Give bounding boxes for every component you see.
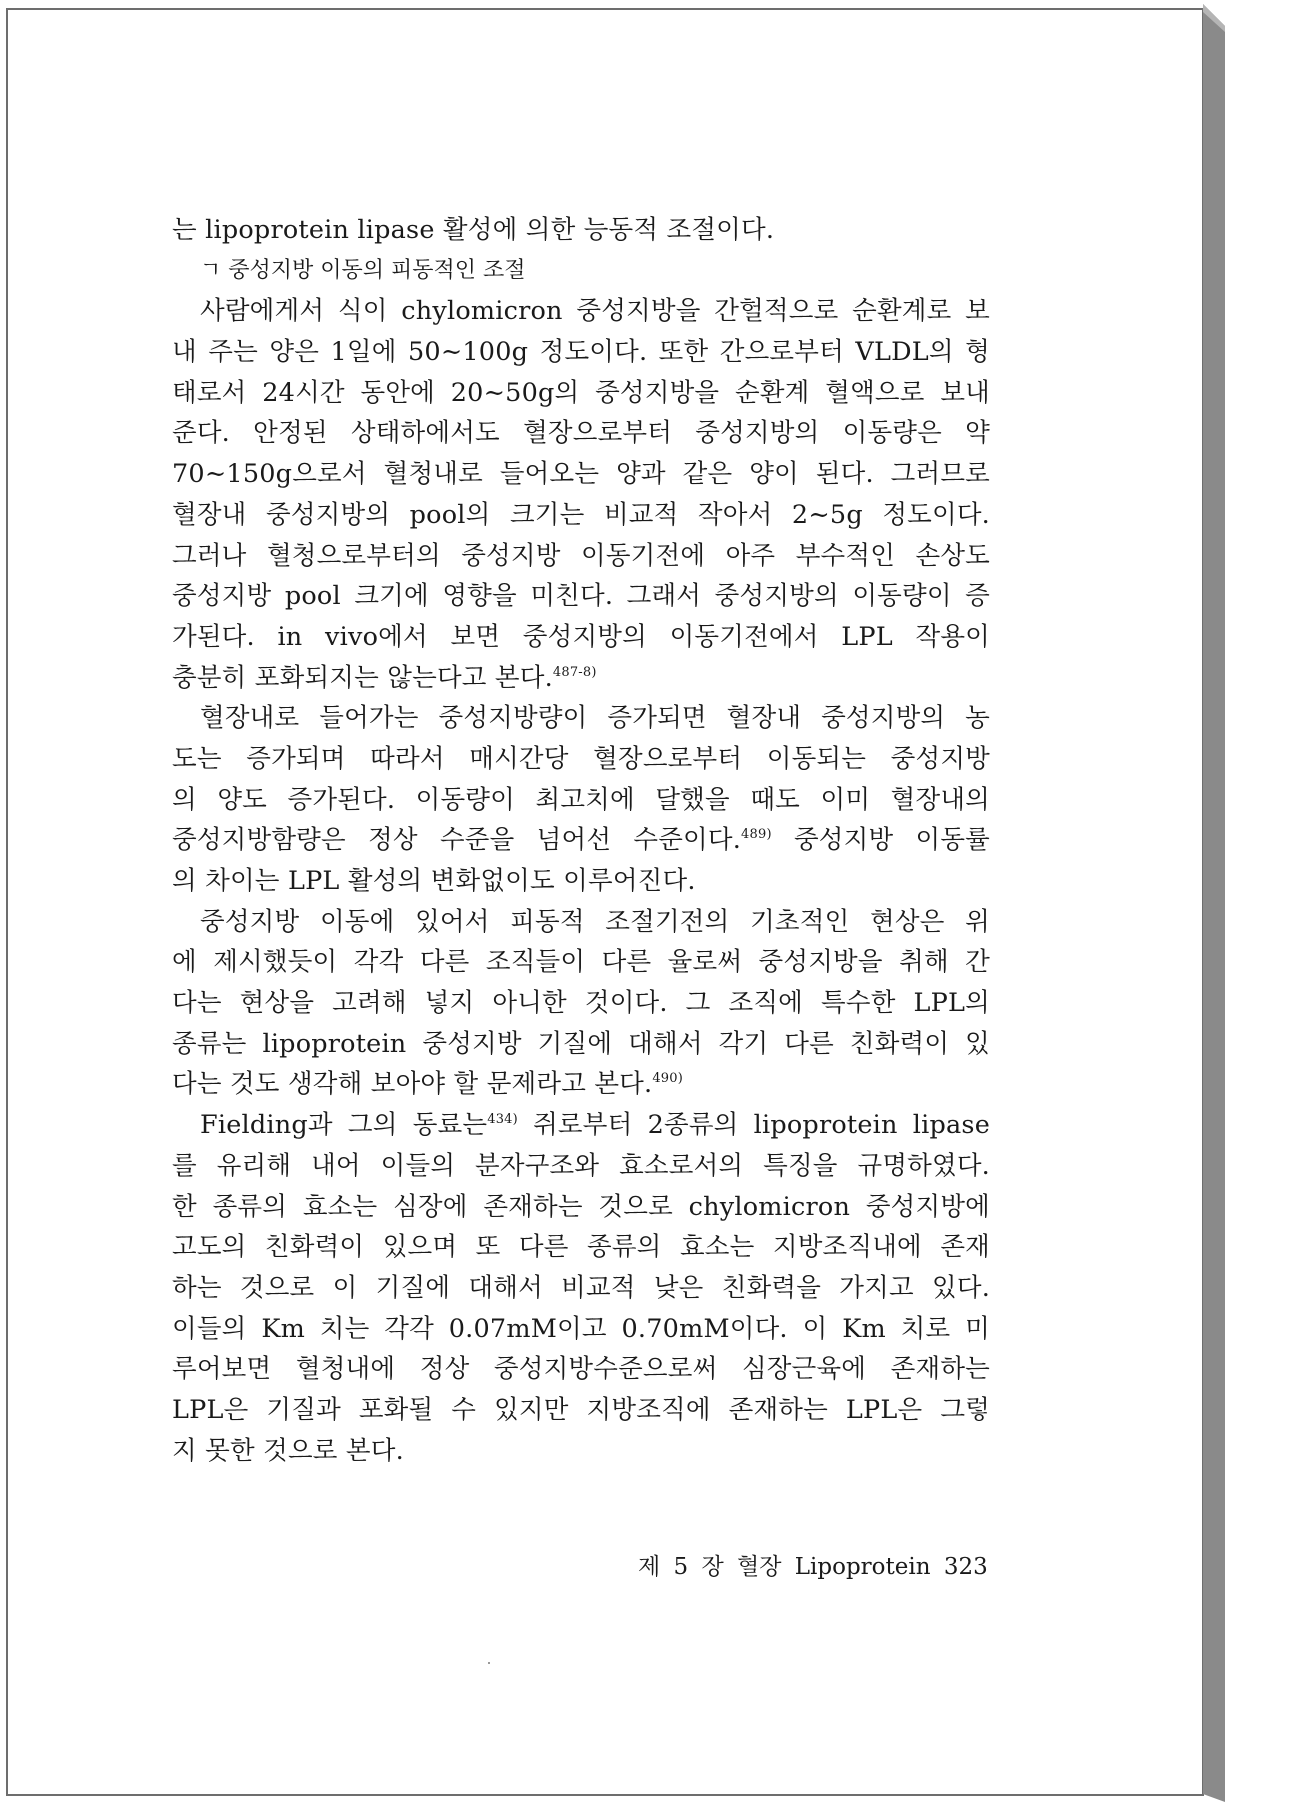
text-span: Fielding과 그의 동료는: [200, 1110, 488, 1141]
text-line: 한 종류의 효소는 심장에 존재하는 것으로 chylomicron 중성지방에: [172, 1191, 990, 1222]
text-span: 충분히 포화되지는 않는다고 본다.: [172, 662, 553, 693]
text-span: 다는 것도 생각해 보아야 할 문제라고 본다.: [172, 1069, 653, 1100]
text-line: 는 lipoprotein lipase 활성에 의한 능동적 조절이다.: [172, 215, 775, 245]
text-line: 를 유리해 내어 이들의 분자구조와 효소로서의 특징을 규명하였다.: [172, 1150, 990, 1181]
text-line: 종류는 lipoprotein 중성지방 기질에 대해서 각기 다른 친화력이 있: [172, 1028, 990, 1059]
text-line: 사람에게서 식이 chylomicron 중성지방을 간헐적으로 순환계로 보: [200, 296, 990, 327]
text-line: 이들의 Km 치는 각각 0.07mM이고 0.70mM이다. 이 Km 치로 미: [172, 1313, 990, 1344]
page-edge-shadow: [1203, 4, 1225, 1802]
text-line: 의 차이는 LPL 활성의 변화없이도 이루어진다.: [172, 866, 696, 896]
scan-speck: [488, 1662, 490, 1664]
text-line: [172, 1064, 990, 1105]
text-line: 루어보면 혈청내에 정상 중성지방수준으로써 심장근육에 존재하는: [172, 1354, 990, 1385]
paragraph-2: [172, 698, 990, 901]
citation-ref: 490): [652, 1071, 683, 1087]
text-span: 쥐로부터 2종류의 lipoprotein lipase: [517, 1110, 990, 1141]
text-span: 중성지방 이동률: [771, 825, 990, 856]
text-line: 중성지방 이동에 있어서 피동적 조절기전의 기초적인 현상은 위: [200, 906, 990, 937]
paragraph-3: [172, 902, 990, 1105]
citation-ref: 489): [741, 827, 772, 843]
paragraph-1: [172, 291, 990, 698]
citation-ref: 487-8): [552, 664, 597, 680]
text-line: 의 양도 증가된다. 이동량이 최고치에 달했을 때도 이미 혈장내의: [172, 784, 990, 815]
text-line: 도는 증가되며 따라서 매시간당 혈장으로부터 이동되는 중성지방: [172, 743, 990, 774]
text-line: 지 못한 것으로 본다.: [172, 1435, 404, 1466]
text-line: [172, 820, 990, 861]
text-line: 준다. 안정된 상태하에서도 혈장으로부터 중성지방의 이동량은 약: [172, 418, 990, 449]
text-line: 혈장내 중성지방의 pool의 크기는 비교적 작아서 2∼5g 정도이다.: [172, 499, 990, 530]
text-line: 70∼150g으로서 혈청내로 들어오는 양과 같은 양이 된다. 그러므로: [172, 459, 990, 490]
text-line: 다는 현상을 고려해 넣지 아니한 것이다. 그 조직에 특수한 LPL의: [172, 988, 990, 1019]
text-line: 태로서 24시간 동안에 20∼50g의 중성지방을 순환계 혈액으로 보내: [172, 377, 990, 408]
text-line: LPL은 기질과 포화될 수 있지만 지방조직에 존재하는 LPL은 그렇: [172, 1394, 990, 1425]
text-line: 내 주는 양은 1일에 50∼100g 정도이다. 또한 간으로부터 VLDL의 형: [172, 337, 990, 368]
text-line: 중성지방 pool 크기에 영향을 미친다. 그래서 중성지방의 이동량이 증: [172, 581, 990, 612]
text-line: 그러나 혈청으로부터의 중성지방 이동기전에 아주 부수적인 손상도: [172, 540, 990, 571]
text-line: 에 제시했듯이 각각 다른 조직들이 다른 율로써 중성지방을 취해 간: [172, 947, 990, 978]
text-line: 하는 것으로 이 기질에 대해서 비교적 낮은 친화력을 가지고 있다.: [172, 1272, 990, 1303]
paragraph-4: [172, 1105, 990, 1471]
page-body: [172, 210, 990, 1471]
text-line: 가된다. in vivo에서 보면 중성지방의 이동기전에서 LPL 작용이: [172, 621, 990, 652]
text-line: 혈장내로 들어가는 중성지방량이 증가되면 혈장내 중성지방의 농: [200, 703, 990, 734]
text-line: 고도의 친화력이 있으며 또 다른 종류의 효소는 지방조직내에 존재: [172, 1232, 990, 1263]
section-heading: ㄱ 중성지방 이동의 피동적인 조절: [200, 257, 526, 283]
citation-ref: 434): [487, 1112, 518, 1128]
text-line: [172, 1105, 990, 1146]
running-footer: 제 5 장 혈장 Lipoprotein 323: [638, 1554, 988, 1580]
text-span: 중성지방함량은 정상 수준을 넘어선 수준이다.: [172, 825, 742, 856]
text-line: [172, 658, 990, 699]
